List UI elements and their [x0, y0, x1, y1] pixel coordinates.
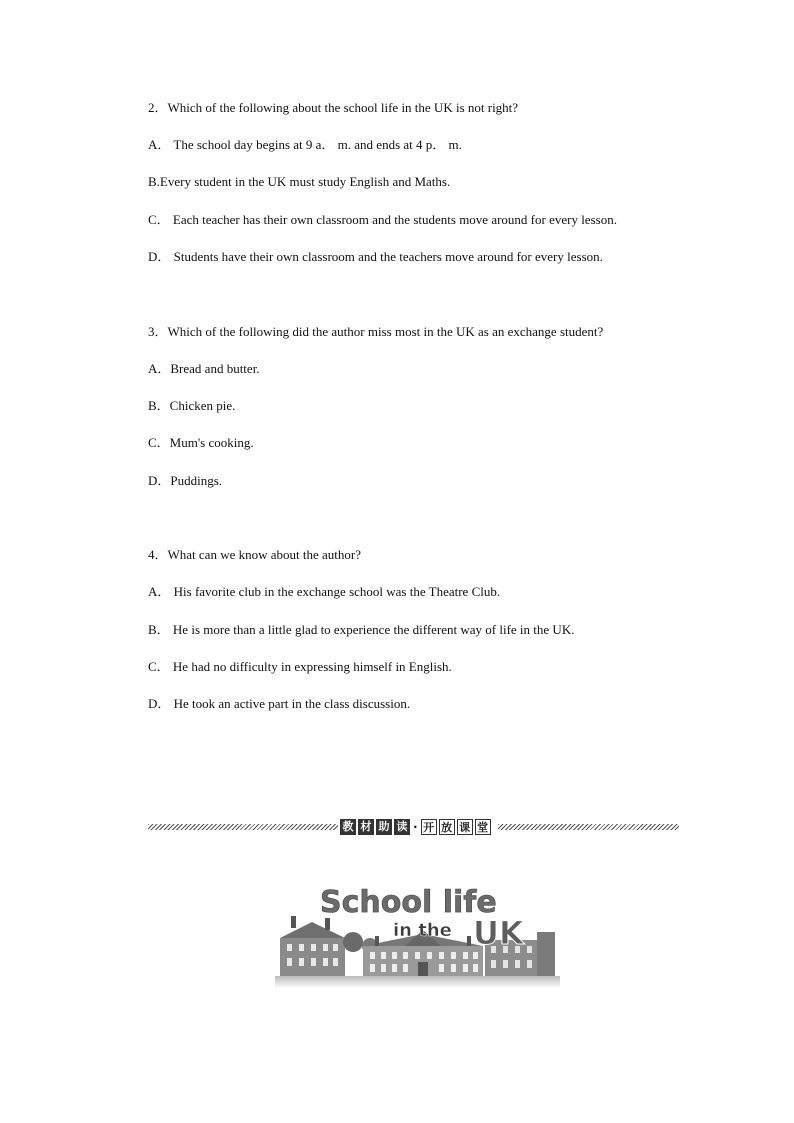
banner-char: 材: [358, 819, 374, 835]
question-3-stem: 3．Which of the following did the author miss most in the UK as an exchange student?: [148, 324, 604, 339]
divider-hatch-right: [498, 824, 679, 830]
question-2-option-a: A． The school day begins at 9 a． m. and ends at 4 p． m.: [148, 137, 462, 152]
question-3-option-d: D．Puddings.: [148, 473, 223, 488]
question-3-option-a: A．Bread and butter.: [148, 361, 260, 376]
question-4-stem: 4．What can we know about the author?: [148, 547, 361, 562]
question-4-option-d: D． He took an active part in the class discussion.: [148, 696, 411, 711]
question-3-option-c: C．Mum's cooking.: [148, 435, 254, 450]
question-4-option-b: B． He is more than a little glad to experience the different way of life in the UK.: [148, 622, 575, 637]
banner-char: 放: [439, 819, 455, 835]
banner-separator: ·: [413, 820, 418, 834]
question-2-stem: 2．Which of the following about the school life in the UK is not right?: [148, 100, 519, 115]
section-banner: [340, 818, 491, 836]
logo-title-line2: in the: [393, 920, 452, 941]
question-2-option-b: B.Every student in the UK must study English and Maths.: [148, 174, 451, 189]
banner-char: 开: [421, 819, 437, 835]
banner-char: 课: [457, 819, 473, 835]
question-3-option-b: B．Chicken pie.: [148, 398, 236, 413]
banner-char: 助: [376, 819, 392, 835]
divider-hatch-left: [148, 824, 338, 830]
question-4-option-a: A． His favorite club in the exchange school was the Theatre Club.: [148, 584, 501, 599]
banner-char: 读: [394, 819, 410, 835]
logo-title-line1: School life: [320, 885, 497, 920]
section-divider: [148, 818, 679, 836]
banner-char: 堂: [475, 819, 491, 835]
banner-char: 教: [340, 819, 356, 835]
question-4-option-c: C． He had no difficulty in expressing himself in English.: [148, 659, 452, 674]
question-2-option-c: C． Each teacher has their own classroom and the students move around for every lesson.: [148, 212, 617, 227]
question-2-option-d: D． Students have their own classroom and the teachers move around for every lesson.: [148, 249, 603, 264]
school-life-logo: [275, 880, 560, 990]
logo-title-line3: UK: [473, 914, 524, 952]
